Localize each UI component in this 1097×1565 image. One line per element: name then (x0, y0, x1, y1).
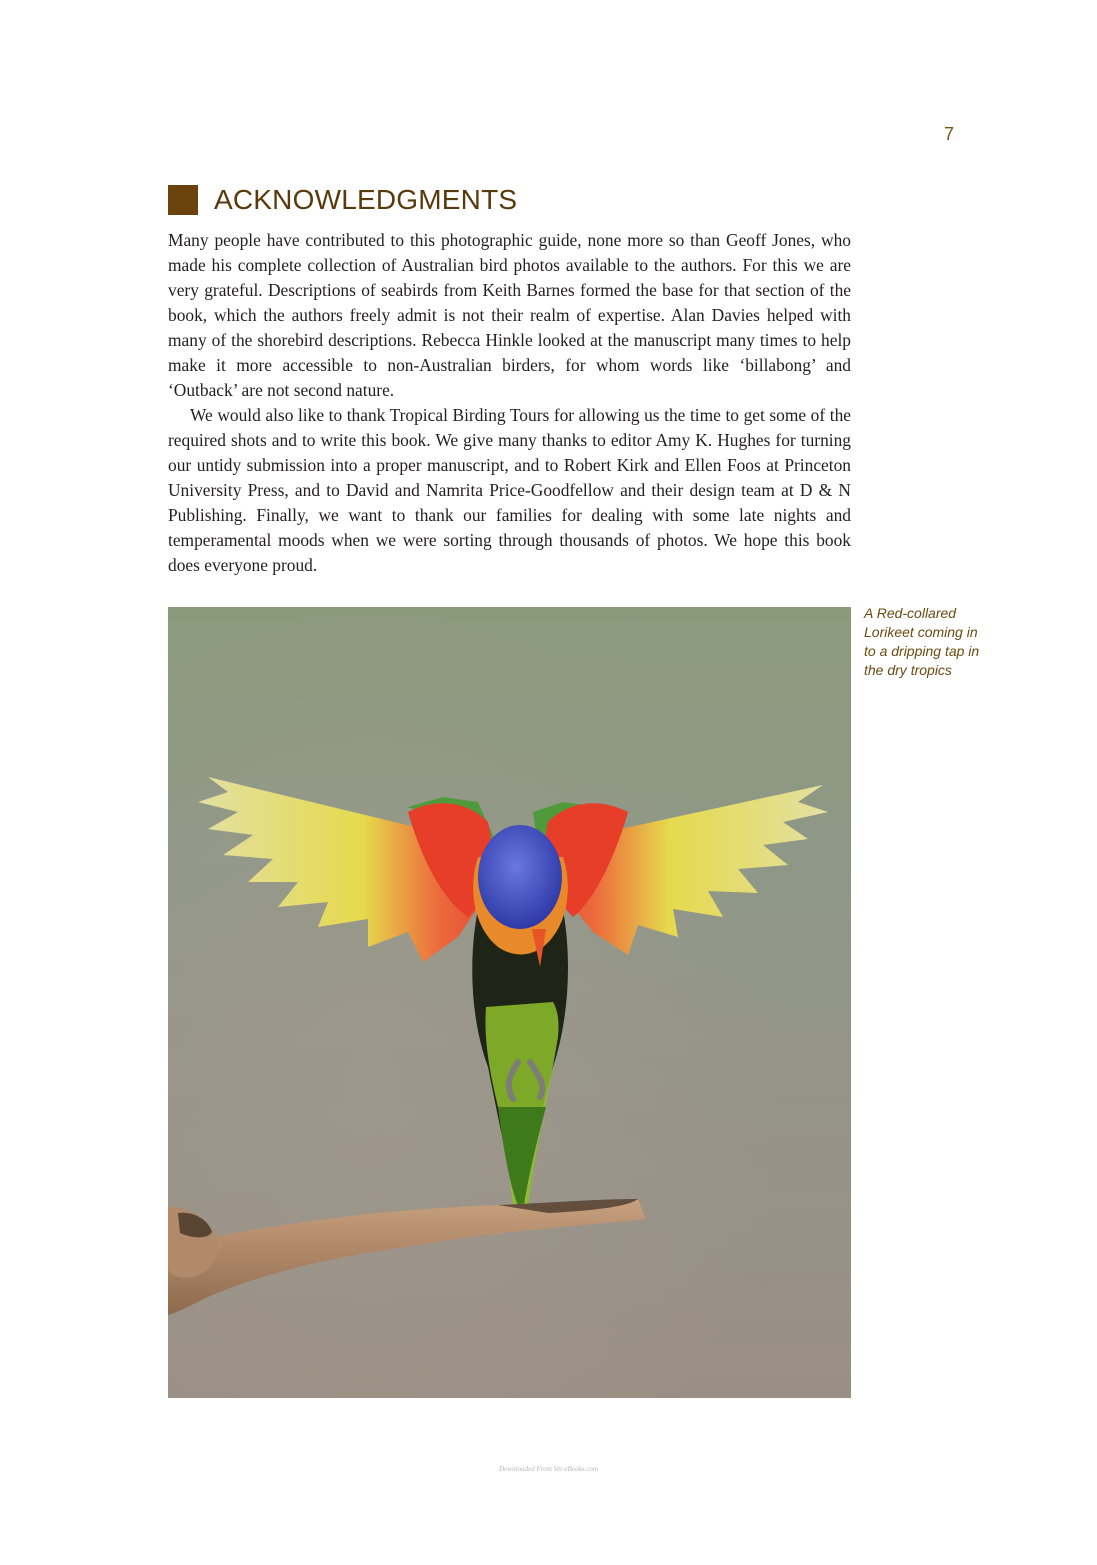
page-number: 7 (943, 124, 954, 144)
paragraph-2: We would also like to thank Tropical Birding Tours for allowing us the time to get some of the required shots and to write this book. We give many thanks to editor Amy K. Hughes for turning our untidy submission into a proper manuscript, and to Robert Kirk and Ellen Foos at Princeton University Press, and to David and Namrita Price-Goodfellow and their design team at D & N Publishing. Finally, we want to thank our families for dealing with some late nights and temperamental moods when we were sorting through thousands of photos. We hope this book does everyone proud. (168, 405, 851, 575)
paragraph-1: Many people have contributed to this photographic guide, none more so than Geoff Jones, who made his complete collection of Australian bird photos available to the authors. For this we are very grateful. Descriptions of seabirds from Keith Barnes formed the base for that section of the book, which the authors freely admit is not their realm of expertise. Alan Davies helped with many of the shorebird descriptions. Rebecca Hinkle looked at the manuscript many times to help make it more accessible to non-Australian birders, for whom words like ‘billabong’ and ‘Outback’ are not second nature. (168, 230, 851, 400)
bird-head (478, 825, 562, 929)
section-heading (168, 183, 517, 217)
section-title: ACKNOWLEDGMENTS (214, 184, 518, 215)
footer-watermark: Downloaded From Vet-eBooks.com (498, 1465, 599, 1473)
body-text (168, 228, 851, 578)
lorikeet-photo (168, 607, 851, 1398)
photo-caption: A Red-collared Lorikeet coming in to a dripping tap in the dry tropics (864, 605, 980, 678)
heading-square-marker (168, 185, 198, 215)
